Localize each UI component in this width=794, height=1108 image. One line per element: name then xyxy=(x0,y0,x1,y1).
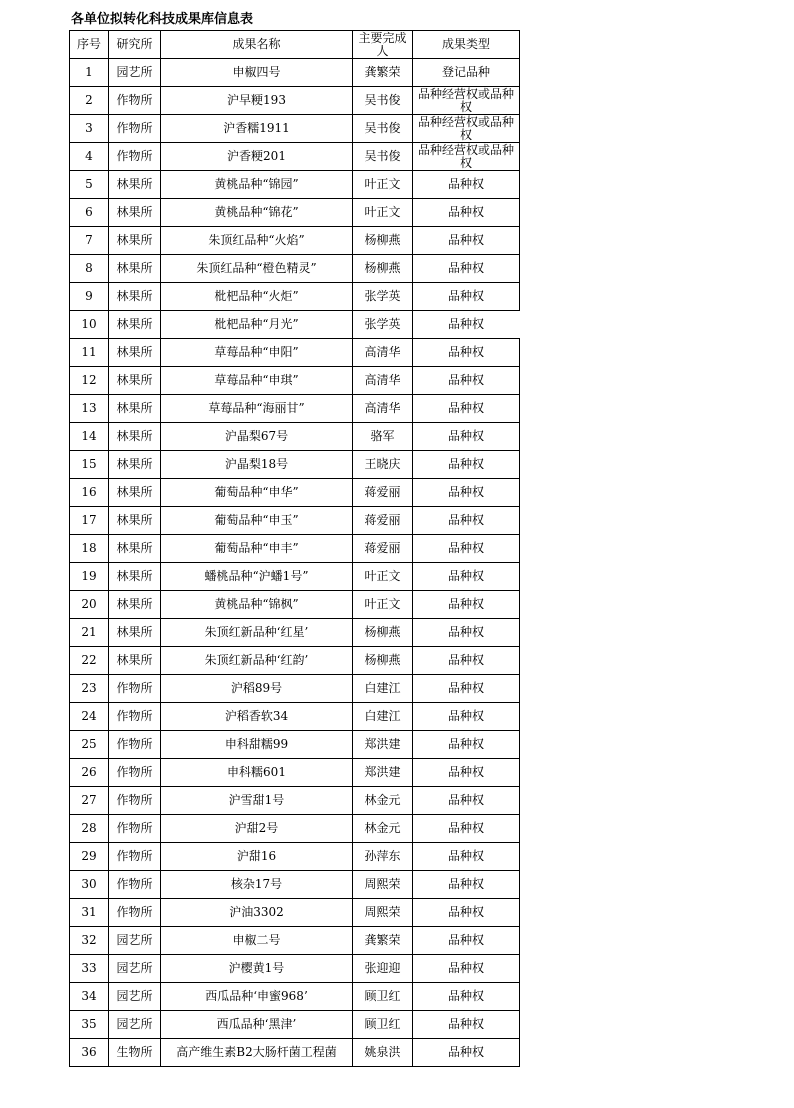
row-name: 西瓜品种‘黑津’ xyxy=(161,1011,353,1039)
row-type: 登记品种 xyxy=(413,59,520,87)
row-person: 杨柳燕 xyxy=(353,647,413,675)
row-person: 叶正文 xyxy=(353,563,413,591)
row-type: 品种经营权或品种权 xyxy=(413,143,520,171)
row-institute: 作物所 xyxy=(109,871,161,899)
row-index: 18 xyxy=(70,535,109,563)
row-type: 品种权 xyxy=(413,395,520,423)
row-person: 杨柳燕 xyxy=(353,255,413,283)
row-type: 品种权 xyxy=(413,507,520,535)
row-person: 叶正文 xyxy=(353,199,413,227)
row-person: 吴书俊 xyxy=(353,87,413,115)
row-institute: 林果所 xyxy=(109,535,161,563)
row-name: 朱顶红品种“橙色精灵” xyxy=(161,255,353,283)
row-institute: 林果所 xyxy=(109,451,161,479)
row-name: 沪香糯1911 xyxy=(161,115,353,143)
row-name: 沪甜2号 xyxy=(161,815,353,843)
table-row xyxy=(70,479,520,507)
row-index: 2 xyxy=(70,87,109,115)
row-index: 7 xyxy=(70,227,109,255)
row-person: 高清华 xyxy=(353,339,413,367)
table-row xyxy=(70,87,520,115)
row-index: 13 xyxy=(70,395,109,423)
row-name: 草莓品种“海丽甘” xyxy=(161,395,353,423)
row-name: 黄桃品种“锦园” xyxy=(161,171,353,199)
row-type: 品种经营权或品种权 xyxy=(413,87,520,115)
row-index: 31 xyxy=(70,899,109,927)
row-institute: 林果所 xyxy=(109,227,161,255)
row-name: 黄桃品种“锦花” xyxy=(161,199,353,227)
row-person: 郑洪建 xyxy=(353,731,413,759)
header-cell-type: 成果类型 xyxy=(413,31,520,59)
row-name: 核杂17号 xyxy=(161,871,353,899)
row-index: 25 xyxy=(70,731,109,759)
row-person: 王晓庆 xyxy=(353,451,413,479)
row-institute: 林果所 xyxy=(109,395,161,423)
row-type: 品种权 xyxy=(413,619,520,647)
table-row xyxy=(70,731,520,759)
row-name: 沪早粳193 xyxy=(161,87,353,115)
row-institute: 作物所 xyxy=(109,815,161,843)
row-person: 顾卫红 xyxy=(353,983,413,1011)
table-row xyxy=(70,647,520,675)
row-index: 33 xyxy=(70,955,109,983)
page-title: 各单位拟转化科技成果库信息表 xyxy=(71,12,254,27)
row-name: 黄桃品种“锦枫” xyxy=(161,591,353,619)
row-institute: 作物所 xyxy=(109,731,161,759)
row-person: 林金元 xyxy=(353,787,413,815)
row-index: 34 xyxy=(70,983,109,1011)
row-type: 品种权 xyxy=(413,787,520,815)
row-name: 申椒四号 xyxy=(161,59,353,87)
table-row xyxy=(70,367,520,395)
table-row xyxy=(70,983,520,1011)
row-institute: 林果所 xyxy=(109,199,161,227)
row-index: 10 xyxy=(70,311,109,339)
table-row xyxy=(70,311,520,339)
table-row xyxy=(70,171,520,199)
row-institute: 作物所 xyxy=(109,899,161,927)
row-person: 骆军 xyxy=(353,423,413,451)
row-index: 24 xyxy=(70,703,109,731)
row-institute: 园艺所 xyxy=(109,1011,161,1039)
row-name: 沪稻香软34 xyxy=(161,703,353,731)
row-type: 品种权 xyxy=(413,479,520,507)
row-type: 品种权 xyxy=(413,591,520,619)
row-institute: 林果所 xyxy=(109,563,161,591)
table-row xyxy=(70,871,520,899)
row-name: 枇杷品种“火炬” xyxy=(161,283,353,311)
row-index: 9 xyxy=(70,283,109,311)
row-name: 沪樱黄1号 xyxy=(161,955,353,983)
row-institute: 林果所 xyxy=(109,423,161,451)
row-type: 品种权 xyxy=(413,451,520,479)
row-institute: 作物所 xyxy=(109,115,161,143)
row-name: 沪稻89号 xyxy=(161,675,353,703)
table-row xyxy=(70,507,520,535)
row-institute: 园艺所 xyxy=(109,955,161,983)
row-name: 高产维生素B2大肠杆菌工程菌 xyxy=(161,1039,353,1067)
row-institute: 作物所 xyxy=(109,843,161,871)
row-index: 17 xyxy=(70,507,109,535)
row-person: 孙萍东 xyxy=(353,843,413,871)
row-person: 蒋爱丽 xyxy=(353,479,413,507)
row-institute: 林果所 xyxy=(109,311,161,339)
row-index: 6 xyxy=(70,199,109,227)
table-row xyxy=(70,451,520,479)
header-cell-index: 序号 xyxy=(70,31,109,59)
results-table xyxy=(69,30,520,1067)
row-institute: 作物所 xyxy=(109,703,161,731)
row-type: 品种权 xyxy=(413,731,520,759)
row-institute: 作物所 xyxy=(109,87,161,115)
row-type: 品种权 xyxy=(413,647,520,675)
row-person: 龚繁荣 xyxy=(353,927,413,955)
row-person: 周熙荣 xyxy=(353,871,413,899)
row-type: 品种权 xyxy=(413,899,520,927)
header-cell-name: 成果名称 xyxy=(161,31,353,59)
row-person: 张学英 xyxy=(353,311,413,339)
table-row xyxy=(70,927,520,955)
table-row xyxy=(70,591,520,619)
row-index: 14 xyxy=(70,423,109,451)
row-type: 品种权 xyxy=(413,843,520,871)
row-institute: 林果所 xyxy=(109,591,161,619)
row-name: 沪雪甜1号 xyxy=(161,787,353,815)
table-row xyxy=(70,759,520,787)
row-name: 草莓品种“申阳” xyxy=(161,339,353,367)
row-index: 1 xyxy=(70,59,109,87)
table-row xyxy=(70,115,520,143)
table-row xyxy=(70,843,520,871)
table-row xyxy=(70,787,520,815)
row-institute: 林果所 xyxy=(109,339,161,367)
row-person: 白建江 xyxy=(353,675,413,703)
row-institute: 作物所 xyxy=(109,675,161,703)
row-name: 西瓜品种‘申蜜968’ xyxy=(161,983,353,1011)
table-row xyxy=(70,339,520,367)
row-institute: 作物所 xyxy=(109,787,161,815)
row-person: 顾卫红 xyxy=(353,1011,413,1039)
row-type: 品种经营权或品种权 xyxy=(413,115,520,143)
table-row xyxy=(70,143,520,171)
row-person: 杨柳燕 xyxy=(353,227,413,255)
table-row xyxy=(70,563,520,591)
row-institute: 林果所 xyxy=(109,479,161,507)
table-row xyxy=(70,703,520,731)
row-index: 32 xyxy=(70,927,109,955)
row-index: 11 xyxy=(70,339,109,367)
row-name: 枇杷品种“月光” xyxy=(161,311,353,339)
header-cell-institute: 研究所 xyxy=(109,31,161,59)
row-person: 张学英 xyxy=(353,283,413,311)
row-type: 品种权 xyxy=(413,255,520,283)
row-index: 21 xyxy=(70,619,109,647)
row-index: 26 xyxy=(70,759,109,787)
row-name: 沪晶梨67号 xyxy=(161,423,353,451)
row-person: 张迎迎 xyxy=(353,955,413,983)
row-type: 品种权 xyxy=(413,283,520,311)
row-institute: 林果所 xyxy=(109,647,161,675)
table-row xyxy=(70,283,520,311)
row-index: 22 xyxy=(70,647,109,675)
row-institute: 园艺所 xyxy=(109,927,161,955)
table-row xyxy=(70,423,520,451)
row-index: 16 xyxy=(70,479,109,507)
row-person: 龚繁荣 xyxy=(353,59,413,87)
table-row xyxy=(70,899,520,927)
row-index: 30 xyxy=(70,871,109,899)
row-name: 沪香粳201 xyxy=(161,143,353,171)
row-person: 郑洪建 xyxy=(353,759,413,787)
table-row xyxy=(70,815,520,843)
row-index: 29 xyxy=(70,843,109,871)
row-type: 品种权 xyxy=(413,367,520,395)
row-person: 姚泉洪 xyxy=(353,1039,413,1067)
row-person: 高清华 xyxy=(353,395,413,423)
row-name: 沪晶梨18号 xyxy=(161,451,353,479)
table-row xyxy=(70,955,520,983)
row-name: 葡萄品种“申丰” xyxy=(161,535,353,563)
row-person: 杨柳燕 xyxy=(353,619,413,647)
row-type: 品种权 xyxy=(413,871,520,899)
row-institute: 林果所 xyxy=(109,255,161,283)
row-institute: 林果所 xyxy=(109,507,161,535)
row-name: 蟠桃品种“沪蟠1号” xyxy=(161,563,353,591)
row-type: 品种权 xyxy=(413,535,520,563)
row-person: 叶正文 xyxy=(353,171,413,199)
row-index: 5 xyxy=(70,171,109,199)
row-institute: 林果所 xyxy=(109,171,161,199)
row-type: 品种权 xyxy=(413,1011,520,1039)
row-name: 沪油3302 xyxy=(161,899,353,927)
row-institute: 生物所 xyxy=(109,1039,161,1067)
header-row xyxy=(70,31,520,59)
row-institute: 作物所 xyxy=(109,143,161,171)
row-type: 品种权 xyxy=(413,171,520,199)
row-index: 28 xyxy=(70,815,109,843)
table-row xyxy=(70,619,520,647)
row-index: 4 xyxy=(70,143,109,171)
row-person: 林金元 xyxy=(353,815,413,843)
row-person: 叶正文 xyxy=(353,591,413,619)
row-type: 品种权 xyxy=(413,227,520,255)
row-type: 品种权 xyxy=(413,815,520,843)
row-person: 吴书俊 xyxy=(353,115,413,143)
row-index: 27 xyxy=(70,787,109,815)
row-type: 品种权 xyxy=(413,955,520,983)
row-type: 品种权 xyxy=(413,759,520,787)
row-institute: 园艺所 xyxy=(109,983,161,1011)
row-index: 12 xyxy=(70,367,109,395)
row-name: 草莓品种“申琪” xyxy=(161,367,353,395)
row-type: 品种权 xyxy=(413,675,520,703)
row-name: 朱顶红品种“火焰” xyxy=(161,227,353,255)
row-type: 品种权 xyxy=(413,927,520,955)
row-index: 36 xyxy=(70,1039,109,1067)
row-person: 高清华 xyxy=(353,367,413,395)
row-institute: 林果所 xyxy=(109,283,161,311)
row-person: 白建江 xyxy=(353,703,413,731)
row-index: 3 xyxy=(70,115,109,143)
row-name: 朱顶红新品种‘红星’ xyxy=(161,619,353,647)
row-index: 23 xyxy=(70,675,109,703)
table-row xyxy=(70,1011,520,1039)
row-name: 葡萄品种“申华” xyxy=(161,479,353,507)
row-type: 品种权 xyxy=(413,703,520,731)
row-institute: 园艺所 xyxy=(109,59,161,87)
row-index: 8 xyxy=(70,255,109,283)
row-type: 品种权 xyxy=(413,423,520,451)
header-cell-person: 主要完成人 xyxy=(353,31,413,59)
row-index: 35 xyxy=(70,1011,109,1039)
row-person: 吴书俊 xyxy=(353,143,413,171)
row-institute: 林果所 xyxy=(109,619,161,647)
row-index: 19 xyxy=(70,563,109,591)
row-name: 申科甜糯99 xyxy=(161,731,353,759)
row-name: 申科糯601 xyxy=(161,759,353,787)
row-person: 蒋爱丽 xyxy=(353,535,413,563)
row-type: 品种权 xyxy=(413,1039,520,1067)
row-institute: 林果所 xyxy=(109,367,161,395)
table-row xyxy=(70,227,520,255)
table-row xyxy=(70,199,520,227)
row-name: 沪甜16 xyxy=(161,843,353,871)
row-type: 品种权 xyxy=(413,563,520,591)
table-row xyxy=(70,535,520,563)
row-name: 朱顶红新品种‘红韵’ xyxy=(161,647,353,675)
table-row xyxy=(70,255,520,283)
row-index: 20 xyxy=(70,591,109,619)
row-name: 葡萄品种“申玉” xyxy=(161,507,353,535)
row-type: 品种权 xyxy=(413,983,520,1011)
row-person: 周熙荣 xyxy=(353,899,413,927)
row-name: 申椒二号 xyxy=(161,927,353,955)
row-type: 品种权 xyxy=(413,339,520,367)
row-index: 15 xyxy=(70,451,109,479)
row-type: 品种权 xyxy=(413,311,520,339)
table-row xyxy=(70,675,520,703)
table-row xyxy=(70,59,520,87)
table-row xyxy=(70,395,520,423)
row-person: 蒋爱丽 xyxy=(353,507,413,535)
row-type: 品种权 xyxy=(413,199,520,227)
row-institute: 作物所 xyxy=(109,759,161,787)
table-row xyxy=(70,1039,520,1067)
